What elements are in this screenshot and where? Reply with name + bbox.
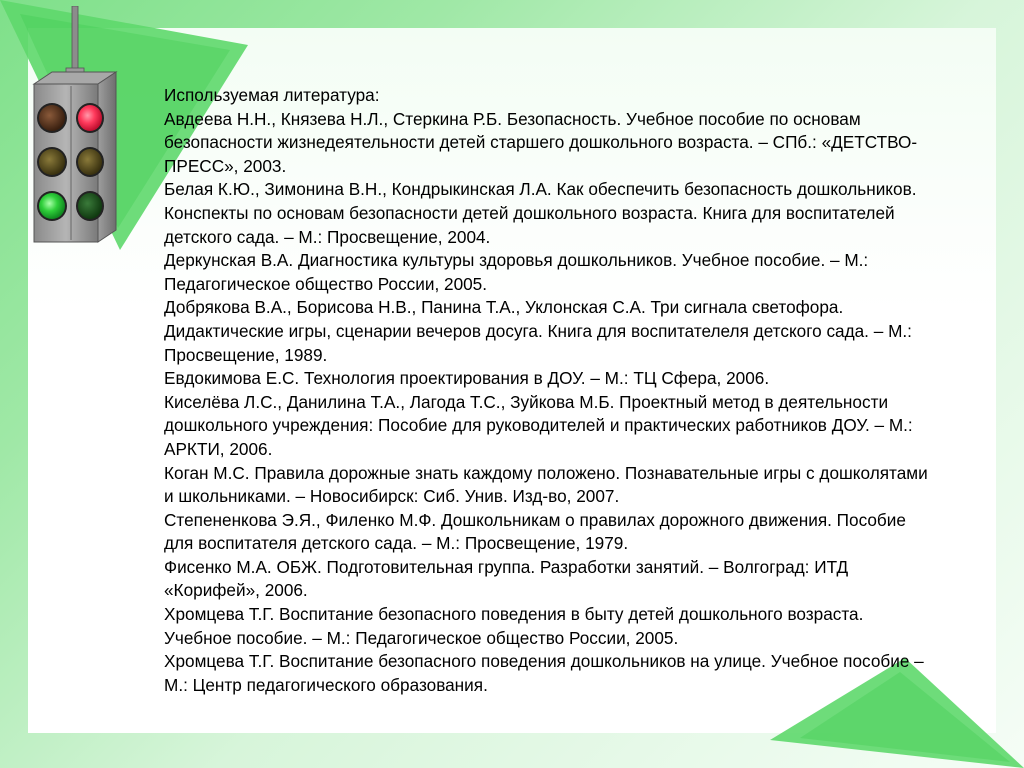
reference-item-6: Киселёва Л.С., Данилина Т.А., Лагода Т.С., Зуйкова М.Б. Проектный метод в деятельности дошкольного учреждения: Пособие для руководителей и практических работников ДОУ. – М.: АРКТИ, 2006. [164, 391, 913, 459]
reference-item-4: Добрякова В.А., Борисова Н.В., Панина Т.А., Уклонская С.А. Три сигнала светофора. Дидактические игры, сценарии вечеров досуга. Книга для воспитателеля детского сада. – М.: Просвещение, 1989. [164, 297, 912, 365]
reference-item-11: Хромцева Т.Г. Воспитание безопасного поведения дошкольников на улице. Учебное пособие – М.: Центр педагогического образования. [164, 651, 924, 695]
traffic-light-icon [28, 6, 123, 244]
reference-item-9: Фисенко М.А. ОБЖ. Подготовительная группа. Разработки занятий. – Волгоград: ИТД «Корифей», 2006. [164, 556, 849, 601]
reference-item-7: Коган М.С. Правила дорожные знать каждому положено. Познавательные игры с дошколятами и школьниками. – Новосибирск: Сиб. Унив. Изд-во, 2007. [164, 462, 928, 507]
references-text-block [164, 84, 934, 697]
reference-item-10: Хромцева Т.Г. Воспитание безопасного поведения в быту детей дошкольного возраста. Учебное пособие. – М.: Педагогическое общество России, 2005. [164, 604, 864, 648]
reference-item-1: Авдеева Н.Н., Князева Н.Л., Стеркина Р.Б. Безопасность. Учебное пособие по основам безопасности жизнедеятельности детей старшего дошкольного возраста. – СПб.: «ДЕТСТВО-ПРЕСС», 2003. [164, 108, 918, 176]
reference-item-5: Евдокимова Е.С. Технология проектирования в ДОУ. – М.: ТЦ Сфера, 2006. [164, 368, 770, 389]
reference-item-3: Деркунская В.А. Диагностика культуры здоровья дошкольников. Учебное пособие. – М.: Педагогическое общество России, 2005. [164, 250, 869, 294]
reference-item-2: Белая К.Ю., Зимонина В.Н., Кондрыкинская Л.А. Как обеспечить безопасность дошкольников. Конспекты по основам безопасности детей дошкольного возраста. Книга для воспитателей детского сада. – М.: Просвещение, 2004. [164, 179, 917, 247]
references-heading: Используемая литература: [164, 85, 380, 105]
reference-item-8: Степененкова Э.Я., Филенко М.Ф. Дошкольникам о правилах дорожного движения. Пособие для воспитателя детского сада. – М.: Просвещение, 1979. [164, 509, 906, 554]
